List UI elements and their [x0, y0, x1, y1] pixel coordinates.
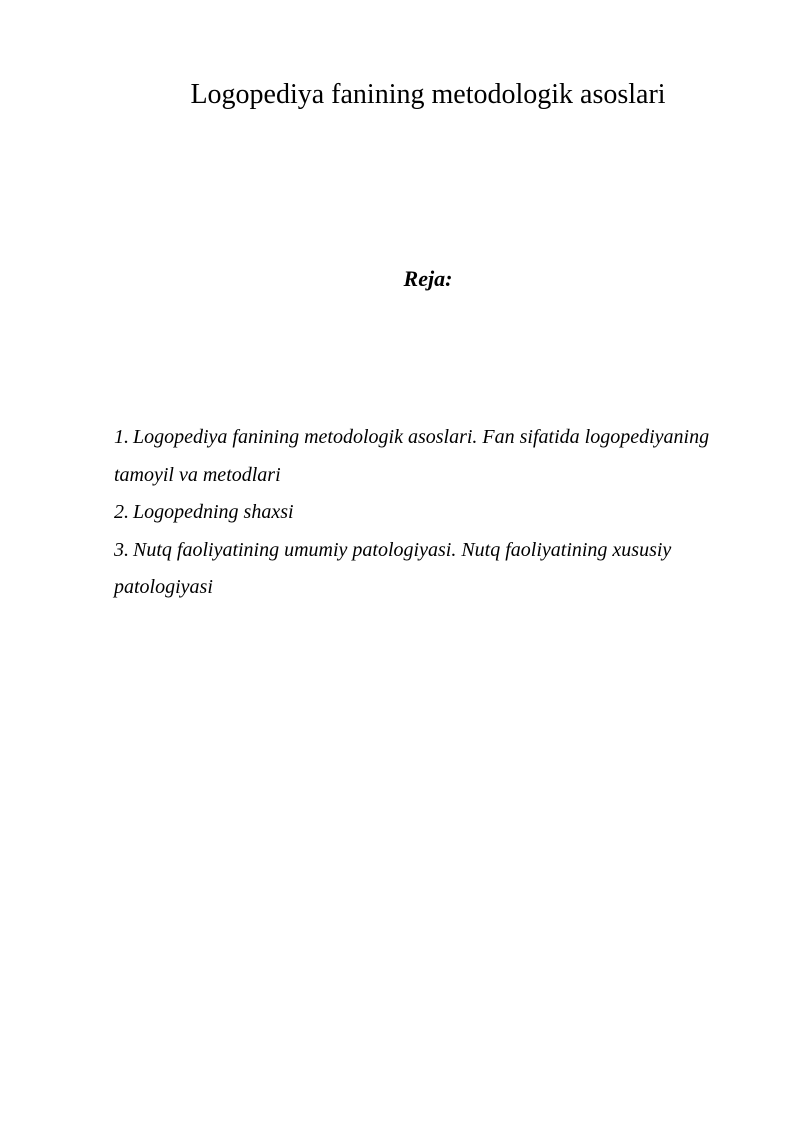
plan-item-2: [114, 494, 734, 532]
page-title: Logopediya fanining metodologik asoslari: [190, 79, 666, 110]
plan-list: [114, 419, 734, 607]
plan-item-3: [114, 532, 734, 607]
plan-item-number: 1.: [114, 426, 129, 448]
plan-item-number: 2.: [114, 501, 129, 523]
plan-heading: Reja:: [403, 266, 453, 291]
plan-item-1: [114, 419, 734, 494]
plan-item-text: Nutq faoliyatining umumiy patologiyasi. Nutq faoliyatining xususiy patologiyasi: [114, 538, 672, 598]
plan-item-number: 3.: [114, 538, 129, 561]
plan-item-text: Logopediya fanining metodologik asoslari. Fan sifatida logopediyaning tamoyil va metodlari: [114, 426, 710, 486]
plan-item-text: Logopedning shaxsi: [133, 501, 294, 523]
